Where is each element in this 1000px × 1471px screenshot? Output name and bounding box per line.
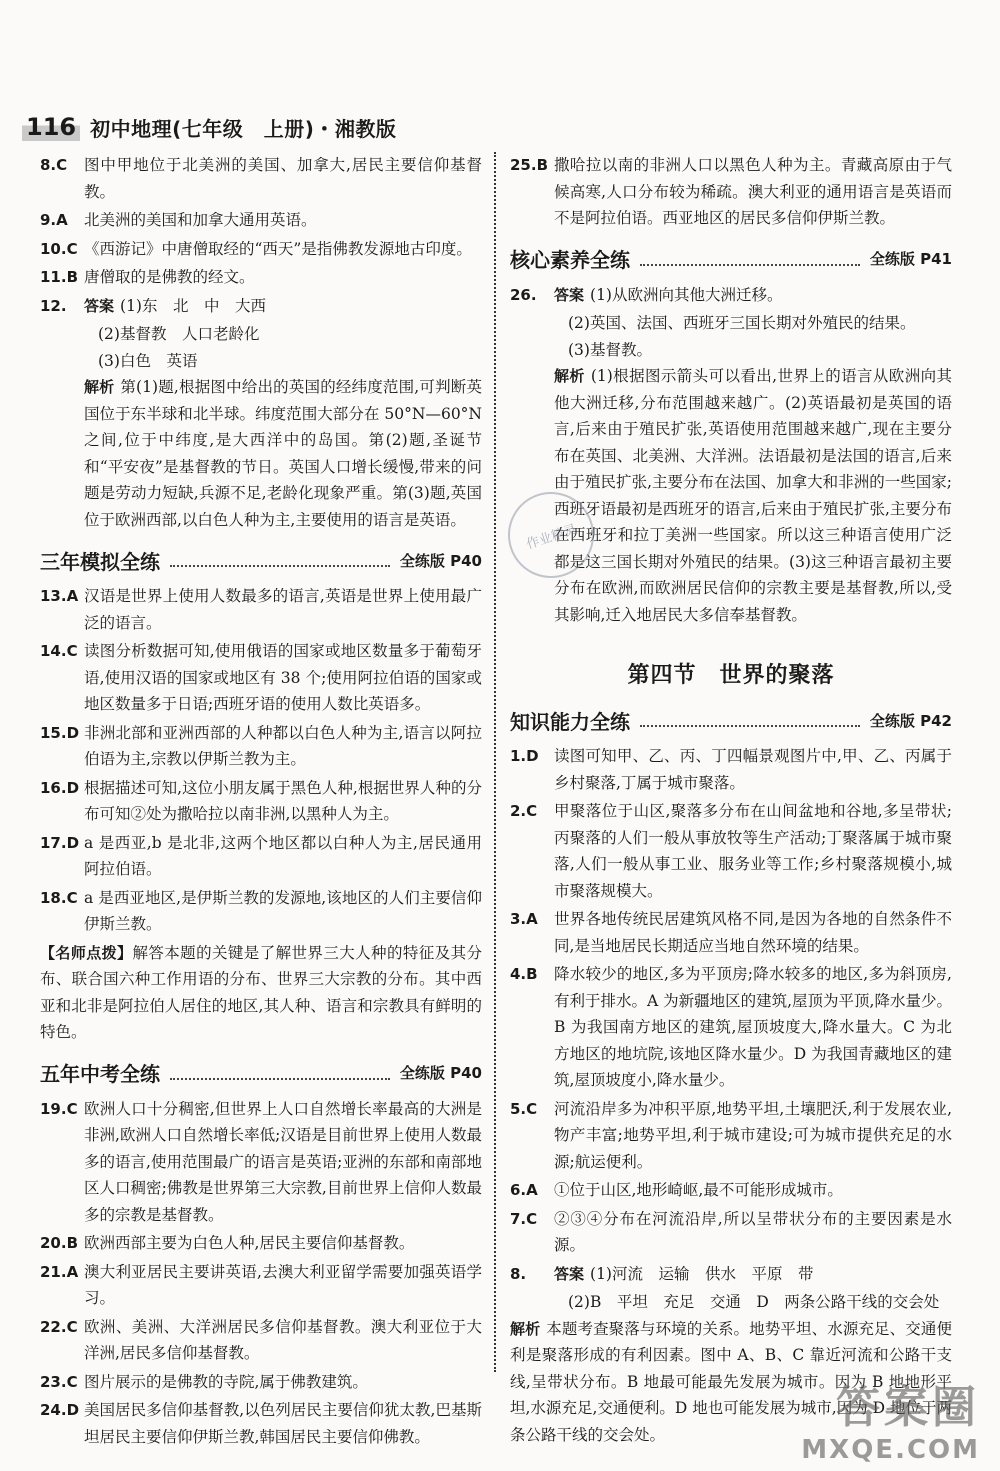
answer-item-26: 26. 答案 (1)从欧洲向其他大洲迁移。: [510, 285, 783, 304]
logo-text: 答案圈: [836, 1382, 980, 1433]
answer-number: 13.A: [40, 587, 79, 605]
answer-item: [40, 638, 482, 718]
answer-text: 汉语是世界上使用人数最多的语言,英语是世界上使用最广泛的语言。: [84, 587, 482, 632]
logo-domain: MXQE.COM: [801, 1435, 980, 1465]
answer-text: 甲聚落位于山区,聚落多分布在山间盆地和谷地,多呈带状;丙聚落的人们一般从事放牧等生产活动;丁聚落属于城市聚落,人们一般从事工业、服务业等工作;乡村聚落规模小,城市聚落规模大。: [554, 802, 952, 900]
answer-text: 读图分析数据可知,使用俄语的国家或地区数量多于葡萄牙语,使用汉语的国家或地区有 38 个;使用阿拉伯语的国家或地区数量多于日语;西班牙语的使用人数比英语多。: [84, 642, 482, 713]
left-column: [40, 152, 482, 1452]
answer-number: 3.A: [510, 910, 538, 928]
section-header-five-year: 五年中考全练 全练版 P40: [40, 1062, 482, 1086]
answer-number: 2.C: [510, 802, 538, 820]
answer-item: [40, 1397, 482, 1450]
answer-number: 22.C: [40, 1317, 78, 1336]
watermark-stamp: 作业精灵: [497, 481, 605, 589]
answer-item: [40, 236, 482, 263]
answer-item: [40, 1314, 482, 1367]
answer-number: 15.D: [40, 723, 80, 742]
answer-line: (2)B 平坦 充足 交通 D 两条公路干线的交会处: [568, 1293, 940, 1311]
answer-text: 欧洲、美洲、大洋洲居民多信仰基督教。澳大利亚位于大洋洲,居民多信仰基督教。: [84, 1317, 482, 1362]
book-title: 初中地理(七年级 上册)・湘教版: [90, 116, 397, 141]
answer-number: 11.B: [40, 268, 79, 286]
answer-number: 18.C: [40, 888, 78, 907]
answer-line: (3)白色 英语: [98, 351, 198, 370]
watermark-logo: [801, 1371, 980, 1465]
answer-number: 21.A: [40, 1262, 79, 1281]
answer-number: 23.C: [40, 1372, 78, 1391]
answer-line: (2)基督教 人口老龄化: [98, 325, 260, 343]
answer-text: 降水较少的地区,多为平顶房;降水较多的地区,多为斜顶房,有利于排水。A 为新疆地区的建筑,屋顶为平顶,降水量少。B 为我国南方地区的建筑,屋顶坡度大,降水量大。C 为北方地区的地坑院,该地区降水量少。D 为我国青藏地区的建筑,屋顶坡度小,降水量少。: [554, 965, 952, 1089]
answer-number: 7.C: [510, 1209, 538, 1228]
answer-item: [510, 906, 952, 959]
answer-text: a 是西亚地区,是伊斯兰教的发源地,该地区的人们主要信仰伊斯兰教。: [84, 888, 482, 933]
answer-item: [40, 152, 482, 205]
analysis-8: 解析 本题考查聚落与环境的关系。地势平坦、水源充足、交通便利是聚落形成的有利因素。图中 A、B、C 靠近河流和公路干支线,呈带状分布。B 地最可能最先发展为城市。因为 B 地地形平坦,水源充足,交通便利。D 地也可能发展为城市,因为 D 地位于两条公路干线的交会处。: [510, 1319, 952, 1444]
answer-item: [510, 1096, 952, 1176]
answer-number: 17.D: [40, 833, 80, 852]
answer-text: 根据描述可知,这位小朋友属于黑色人种,根据世界人种的分布可知②处为撒哈拉以南非洲,以黑种人为主。: [84, 778, 482, 823]
answer-text: 非洲北部和亚洲西部的人种都以白色人种为主,语言以阿拉伯语为主,宗教以伊斯兰教为主。: [84, 723, 482, 768]
answer-item: [510, 798, 952, 904]
answer-item: [510, 1177, 952, 1204]
answer-text: 图中甲地位于北美洲的美国、加拿大,居民主要信仰基督教。: [84, 156, 482, 201]
answer-item-8: 8. 答案 (1)河流 运输 供水 平原 带: [510, 1264, 814, 1283]
answer-number: 5.C: [510, 1099, 538, 1118]
section-header-knowledge: 知识能力全练 全练版 P42: [510, 709, 952, 734]
answer-item: [40, 1230, 482, 1257]
answer-line: (3)基督教。: [568, 340, 652, 359]
answer-number: 19.C: [40, 1099, 78, 1118]
answer-item-25: 25.B 撒哈拉以南的非洲人口以黑色人种为主。青藏高原由于气候高寒,人口分布较为稀疏。澳大利亚的通用语言是英语而不是阿拉伯语。西亚地区的居民多信仰伊斯兰教。: [510, 156, 952, 227]
answer-text: 唐僧取的是佛教的经文。: [84, 268, 255, 286]
answer-item: [510, 743, 952, 796]
answer-item: [510, 1206, 952, 1259]
answer-number: 14.C: [40, 642, 78, 660]
answer-line: (2)英国、法国、西班牙三国长期对外殖民的结果。: [568, 314, 916, 332]
answer-number: 16.D: [40, 778, 80, 797]
answer-text: 《西游记》中唐僧取经的“西天”是指佛教发源地古印度。: [84, 239, 472, 258]
answer-item: [40, 775, 482, 828]
right-column: [510, 152, 952, 1450]
answer-text: 美国居民多信仰基督教,以色列居民主要信仰犹太教,巴基斯坦居民主要信仰伊斯兰教,韩国居民主要信仰佛教。: [84, 1401, 482, 1446]
answer-item: [40, 583, 482, 636]
answer-text: 澳大利亚居民主要讲英语,去澳大利亚留学需要加强英语学习。: [84, 1262, 482, 1307]
answer-item: [40, 264, 482, 291]
answer-text: 图片展示的是佛教的寺院,属于佛教建筑。: [84, 1372, 368, 1391]
page-number: 116: [22, 113, 80, 141]
analysis-12: 解析 第(1)题,根据图中给出的英国的经纬度范围,可判断英国位于东半球和北半球。纬度范围大部分在 50°N—60°N 之间,位于中纬度,是大西洋中的岛国。第(2)题,圣诞节和“平安夜”是基督教的节日。英国人口增长缓慢,带来的问题是劳动力短缺,兵源不足,老龄化现象严重。第(3)题,英国位于欧洲西部,以白色人种为主,主要使用的语言是英语。: [84, 378, 482, 529]
answer-number: 4.B: [510, 965, 538, 983]
teacher-tip: 【名师点拨】解答本题的关键是了解世界三大人种的特征及其分布、联合国六种工作用语的分布、世界三大宗教的分布。其中西亚和北非是阿拉伯人居住的地区,其人种、语言和宗教具有鲜明的特色。: [40, 943, 482, 1041]
answer-item: [40, 720, 482, 773]
answer-item: [40, 1369, 482, 1396]
answer-number: 6.A: [510, 1181, 538, 1199]
answer-number: 1.D: [510, 747, 539, 765]
answer-text: 河流沿岸多为冲积平原,地势平坦,土壤肥沃,利于发展农业,物产丰富;地势平坦,利于城市建设;可为城市提供充足的水源;航运便利。: [554, 1099, 952, 1171]
answer-number: 24.D: [40, 1401, 80, 1419]
column-divider: [494, 152, 496, 1372]
section-header-core: 核心素养全练 全练版 P41: [510, 248, 952, 272]
answer-number: 20.B: [40, 1234, 79, 1252]
answer-number: 9.A: [40, 211, 68, 229]
analysis-26: 解析 (1)根据图示箭头可以看出,世界上的语言从欧洲向其他大洲迁移,分布范围越来越广。(2)英语最初是英国的语言,后来由于殖民扩张,英语使用范围越来越广,现在主要分布在英国、北美洲、大洋洲。法语最初是法国的语言,后来由于殖民扩张,主要分布在法国、加拿大和非洲的一些国家;西班牙语最初是西班牙的语言,后来由于殖民扩张,主要分布在西班牙和拉丁美洲一些国家。所以这三种语言使用广泛都是这三国长期对外殖民的结果。(3)这三种语言最初主要分布在欧洲,而欧洲居民信仰的宗教主要是基督教,所以,受其影响,迁入地居民大多信奉基督教。: [554, 367, 952, 624]
answer-text: a 是西亚,b 是北非,这两个地区都以白种人为主,居民通用阿拉伯语。: [84, 833, 482, 878]
answer-item: [510, 961, 952, 1094]
section-header-three-year: 三年模拟全练 全练版 P40: [40, 549, 482, 574]
answer-item: [40, 830, 482, 883]
answer-number: 10.C: [40, 239, 78, 258]
answer-text: ①位于山区,地形崎岖,最不可能形成城市。: [554, 1181, 843, 1199]
answer-item: [40, 207, 482, 234]
answer-text: ②③④分布在河流沿岸,所以呈带状分布的主要因素是水源。: [554, 1209, 952, 1254]
answer-item-12: 12. 答案 (1)东 北 中 大西: [40, 296, 266, 315]
answer-text: 欧洲人口十分稠密,但世界上人口自然增长率最高的大洲是非洲,欧洲人口自然增长率低;汉语是目前世界上使用人数最多的语言,使用范围最广的语言是英语;亚洲的东部和南部地区人口稠密;佛教是世界第三大宗教,目前世界上信仰人数最多的宗教是基督教。: [84, 1099, 482, 1224]
answer-text: 北美洲的美国和加拿大通用英语。: [84, 211, 317, 229]
answer-item: [40, 1096, 482, 1229]
answer-item: [40, 1259, 482, 1312]
answer-item: [40, 885, 482, 938]
lesson-title: 第四节 世界的聚落: [627, 663, 835, 688]
answer-number: 8.C: [40, 156, 68, 174]
answer-text: 读图可知甲、乙、丙、丁四幅景观图片中,甲、乙、丙属于乡村聚落,丁属于城市聚落。: [554, 747, 952, 792]
answer-text: 世界各地传统民居建筑风格不同,是因为各地的自然条件不同,是当地居民长期适应当地自然环境的结果。: [554, 910, 952, 955]
answer-text: 欧洲西部主要为白色人种,居民主要信仰基督教。: [84, 1234, 415, 1252]
page-header: [22, 108, 396, 146]
